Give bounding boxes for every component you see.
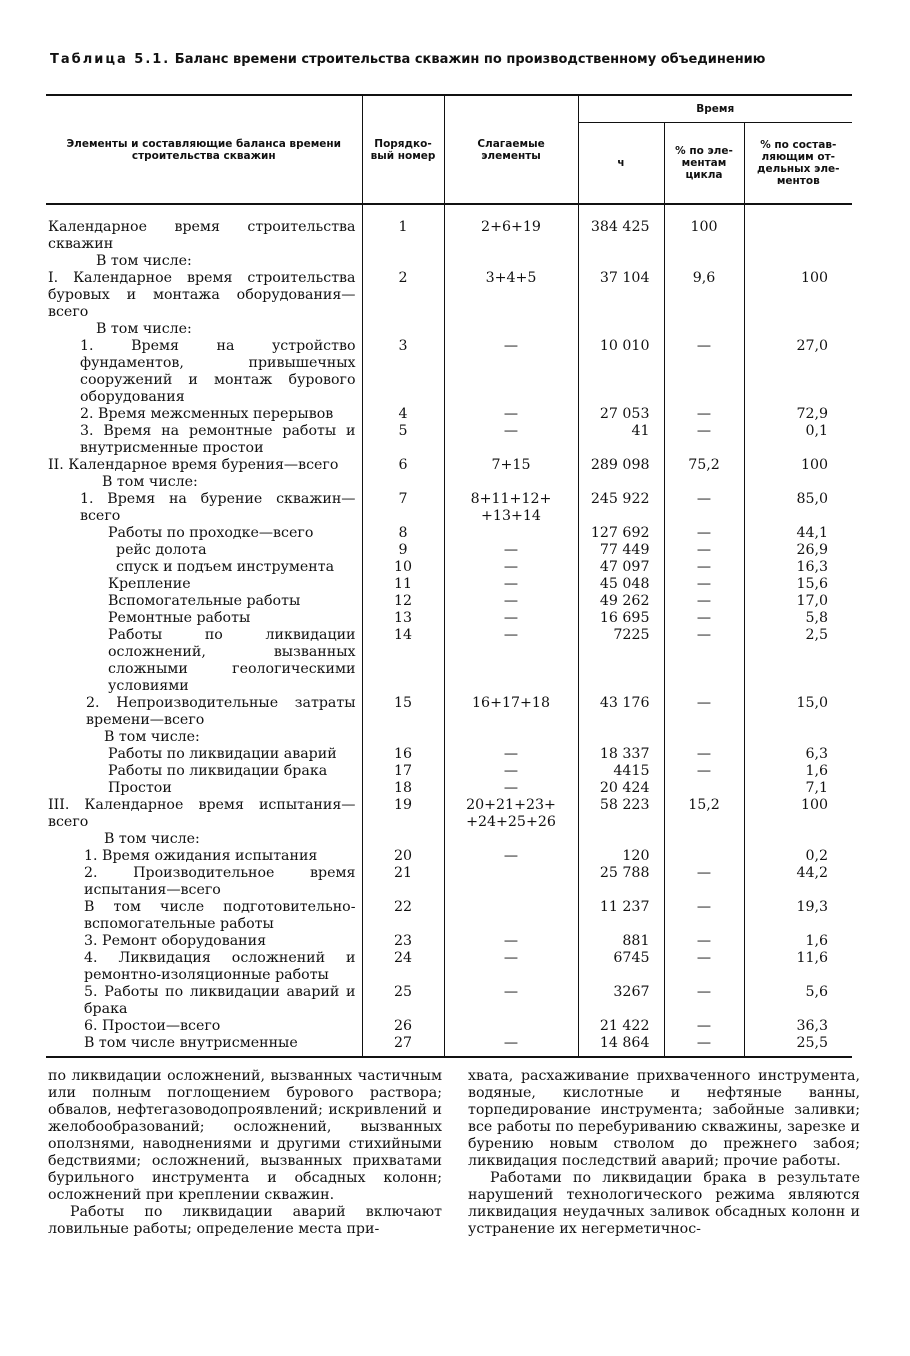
paragraph: хвата, расхаживание прихваченного инструмента, водяные, кислотные и нефтяные ванны, торпедирование инструмента; забойные заливки; все работы по перебуриванию скважины, зарезке и бурению новым стволом до прежнего забоя; ликвидация последствий аварий; прочие работы. xyxy=(468,1068,860,1169)
table-row xyxy=(46,491,852,525)
row-components: — xyxy=(444,423,578,457)
row-hours xyxy=(578,321,664,338)
row-pct-elements: 100 xyxy=(744,270,852,321)
header-components: Слагаемые элементы xyxy=(444,95,578,204)
row-number: 7 xyxy=(362,491,444,525)
row-hours: 3267 xyxy=(578,984,664,1018)
row-number: 8 xyxy=(362,525,444,542)
row-hours: 77 449 xyxy=(578,542,664,559)
row-pct-cycle: — xyxy=(664,1035,744,1057)
row-hours: 45 048 xyxy=(578,576,664,593)
row-pct-cycle: — xyxy=(664,406,744,423)
paragraph: Работами по ликвидации брака в результате нарушений технологического режима являются ликвидация неудачных заливок обсадных колонн и устранение их негерметичнос- xyxy=(468,1170,860,1237)
table-row xyxy=(46,576,852,593)
paragraph: по ликвидации осложнений, вызванных частичным или полным поглощением бурового раствора; обвалов, нефтегазоводопроявлений; искривлений и желобообразований; осложнений, вызванных оползнями, наводнениями и другими стихийными бедствиями; осложнений, вызванных прихватами бурильного инструмента и обсадных колонн; осложнений при креплении скважин. xyxy=(48,1068,442,1203)
table-row xyxy=(46,204,852,253)
row-components xyxy=(444,865,578,899)
row-components: — xyxy=(444,559,578,576)
row-components: — xyxy=(444,406,578,423)
row-pct-cycle: — xyxy=(664,525,744,542)
row-name: Работы по ликвидации аварий xyxy=(108,746,337,762)
row-hours xyxy=(578,253,664,270)
row-number: 10 xyxy=(362,559,444,576)
row-hours: 47 097 xyxy=(578,559,664,576)
row-number: 21 xyxy=(362,865,444,899)
table-row xyxy=(46,525,852,542)
row-components: 20+21+23+ +24+25+26 xyxy=(444,797,578,831)
row-name: Работы по ликвидации осложнений, вызванных сложными геологическими условиями xyxy=(108,627,356,694)
row-components: — xyxy=(444,610,578,627)
row-name: Работы по проходке—всего xyxy=(108,525,314,541)
row-hours: 10 010 xyxy=(578,338,664,406)
row-hours: 14 864 xyxy=(578,1035,664,1057)
row-name: Ремонтные работы xyxy=(108,610,251,626)
table-row xyxy=(46,899,852,933)
row-name: В том числе: xyxy=(96,253,192,269)
row-number xyxy=(362,729,444,746)
row-hours: 25 788 xyxy=(578,865,664,899)
row-pct-cycle: — xyxy=(664,423,744,457)
row-hours xyxy=(578,729,664,746)
row-pct-cycle: — xyxy=(664,899,744,933)
row-name: В том числе: xyxy=(104,831,200,847)
row-name: спуск и подъем инструмента xyxy=(116,559,335,575)
header-pct-cycle: % по эле-ментам цикла xyxy=(664,123,744,205)
row-number: 11 xyxy=(362,576,444,593)
row-name: 1. Время ожидания испытания xyxy=(84,848,318,864)
row-pct-cycle: — xyxy=(664,865,744,899)
row-name: 3. Ремонт оборудования xyxy=(84,933,267,949)
row-pct-elements: 44,2 xyxy=(744,865,852,899)
row-number: 27 xyxy=(362,1035,444,1057)
table-row xyxy=(46,457,852,474)
row-pct-elements: 17,0 xyxy=(744,593,852,610)
row-components: — xyxy=(444,338,578,406)
table-row xyxy=(46,610,852,627)
table-row xyxy=(46,321,852,338)
row-name: III. Календарное время испытания—всего xyxy=(48,797,356,830)
row-number xyxy=(362,831,444,848)
row-hours xyxy=(578,474,664,491)
row-components: — xyxy=(444,950,578,984)
row-pct-elements: 11,6 xyxy=(744,950,852,984)
row-pct-elements xyxy=(744,253,852,270)
row-hours: 58 223 xyxy=(578,797,664,831)
row-name: В том числе: xyxy=(96,321,192,337)
body-text-right-column xyxy=(468,1068,860,1238)
row-name: 4. Ликвидация осложнений и ремонтно-изоляционные работы xyxy=(84,950,356,983)
row-number xyxy=(362,253,444,270)
row-hours: 4415 xyxy=(578,763,664,780)
row-pct-cycle: — xyxy=(664,491,744,525)
row-components: — xyxy=(444,780,578,797)
row-number: 22 xyxy=(362,899,444,933)
row-name: 6. Простои—всего xyxy=(84,1018,221,1034)
row-number: 6 xyxy=(362,457,444,474)
row-components: — xyxy=(444,542,578,559)
row-number xyxy=(362,321,444,338)
row-number: 2 xyxy=(362,270,444,321)
row-hours: 289 098 xyxy=(578,457,664,474)
row-pct-cycle: — xyxy=(664,950,744,984)
row-pct-elements: 72,9 xyxy=(744,406,852,423)
row-pct-cycle: — xyxy=(664,593,744,610)
row-pct-elements: 1,6 xyxy=(744,933,852,950)
row-pct-cycle: — xyxy=(664,338,744,406)
row-name: 1. Время на бурение скважин—всего xyxy=(80,491,356,524)
row-hours: 18 337 xyxy=(578,746,664,763)
row-hours: 6745 xyxy=(578,950,664,984)
row-pct-cycle xyxy=(664,848,744,865)
row-pct-elements: 100 xyxy=(744,457,852,474)
row-components xyxy=(444,729,578,746)
row-number: 26 xyxy=(362,1018,444,1035)
row-name: В том числе подготовительно-вспомогательные работы xyxy=(84,899,356,932)
row-hours: 245 922 xyxy=(578,491,664,525)
table-row xyxy=(46,423,852,457)
table-row xyxy=(46,933,852,950)
row-pct-elements: 44,1 xyxy=(744,525,852,542)
table-row xyxy=(46,338,852,406)
row-number: 9 xyxy=(362,542,444,559)
row-pct-elements: 16,3 xyxy=(744,559,852,576)
row-pct-cycle: — xyxy=(664,559,744,576)
row-pct-elements xyxy=(744,321,852,338)
body-text-left-column xyxy=(48,1068,442,1238)
row-name: Работы по ликвидации брака xyxy=(108,763,328,779)
header-elements: Элементы и составляющие баланса времени строительства скважин xyxy=(46,95,362,204)
row-components: — xyxy=(444,576,578,593)
row-number xyxy=(362,474,444,491)
header-time: Время xyxy=(578,95,852,123)
header-number: Порядко-вый номер xyxy=(362,95,444,204)
row-number: 1 xyxy=(362,204,444,253)
header-pct-elements: % по состав-ляющим от-дельных эле-ментов xyxy=(744,123,852,205)
row-pct-cycle: — xyxy=(664,542,744,559)
row-number: 13 xyxy=(362,610,444,627)
row-components: 2+6+19 xyxy=(444,204,578,253)
row-pct-elements: 5,6 xyxy=(744,984,852,1018)
row-pct-cycle xyxy=(664,321,744,338)
row-pct-cycle: — xyxy=(664,695,744,729)
row-pct-cycle: — xyxy=(664,610,744,627)
row-number: 19 xyxy=(362,797,444,831)
row-pct-cycle: 100 xyxy=(664,204,744,253)
table-row xyxy=(46,253,852,270)
row-pct-elements: 100 xyxy=(744,797,852,831)
row-pct-elements: 1,6 xyxy=(744,763,852,780)
paragraph: Работы по ликвидации аварий включают ловильные работы; определение места при- xyxy=(48,1204,442,1237)
row-pct-elements: 7,1 xyxy=(744,780,852,797)
row-name: Крепление xyxy=(108,576,191,592)
table-row xyxy=(46,848,852,865)
row-pct-cycle: — xyxy=(664,933,744,950)
table-row xyxy=(46,984,852,1018)
row-number: 3 xyxy=(362,338,444,406)
row-hours: 43 176 xyxy=(578,695,664,729)
row-name: В том числе: xyxy=(102,474,198,490)
row-pct-cycle: 75,2 xyxy=(664,457,744,474)
row-pct-elements: 27,0 xyxy=(744,338,852,406)
table-row xyxy=(46,593,852,610)
row-hours: 21 422 xyxy=(578,1018,664,1035)
row-hours: 20 424 xyxy=(578,780,664,797)
row-pct-cycle xyxy=(664,729,744,746)
table-row xyxy=(46,270,852,321)
row-components xyxy=(444,831,578,848)
row-pct-elements: 0,1 xyxy=(744,423,852,457)
table-caption-title: Баланс времени строительства скважин по производственному объединению xyxy=(174,52,766,67)
row-name: I. Календарное время строительства буровых и монтажа оборудования—всего xyxy=(48,270,356,320)
row-hours: 11 237 xyxy=(578,899,664,933)
row-hours: 7225 xyxy=(578,627,664,695)
row-pct-elements: 15,0 xyxy=(744,695,852,729)
row-pct-cycle: — xyxy=(664,576,744,593)
row-name: 1. Время на устройство фундаментов, привышечных сооружений и монтаж бурового оборудования xyxy=(80,338,356,405)
row-components: — xyxy=(444,746,578,763)
row-components: — xyxy=(444,763,578,780)
row-number: 15 xyxy=(362,695,444,729)
row-number: 25 xyxy=(362,984,444,1018)
time-balance-table xyxy=(46,94,852,1058)
row-components: — xyxy=(444,848,578,865)
row-pct-cycle: — xyxy=(664,984,744,1018)
table-row xyxy=(46,763,852,780)
table-row xyxy=(46,627,852,695)
row-hours: 27 053 xyxy=(578,406,664,423)
row-name: В том числе: xyxy=(104,729,200,745)
row-components xyxy=(444,321,578,338)
row-components: — xyxy=(444,1035,578,1057)
row-pct-cycle: — xyxy=(664,746,744,763)
row-number: 20 xyxy=(362,848,444,865)
row-components: 3+4+5 xyxy=(444,270,578,321)
table-row xyxy=(46,559,852,576)
row-components xyxy=(444,899,578,933)
row-number: 17 xyxy=(362,763,444,780)
row-pct-elements: 2,5 xyxy=(744,627,852,695)
row-components xyxy=(444,1018,578,1035)
table-row xyxy=(46,406,852,423)
row-hours: 120 xyxy=(578,848,664,865)
row-number: 23 xyxy=(362,933,444,950)
row-components xyxy=(444,253,578,270)
table-caption xyxy=(50,52,850,68)
row-name: Простои xyxy=(108,780,172,796)
row-name: В том числе внутрисменные xyxy=(46,1035,362,1057)
table-row xyxy=(46,746,852,763)
row-components: — xyxy=(444,933,578,950)
row-hours: 384 425 xyxy=(578,204,664,253)
row-hours: 37 104 xyxy=(578,270,664,321)
table-row xyxy=(46,780,852,797)
table-caption-label: Таблица 5.1. xyxy=(50,52,171,67)
table-row xyxy=(46,729,852,746)
row-pct-elements: 6,3 xyxy=(744,746,852,763)
row-hours: 49 262 xyxy=(578,593,664,610)
row-pct-cycle: — xyxy=(664,1018,744,1035)
row-pct-elements: 0,2 xyxy=(744,848,852,865)
row-pct-cycle xyxy=(664,831,744,848)
row-pct-elements: 15,6 xyxy=(744,576,852,593)
row-pct-cycle: 9,6 xyxy=(664,270,744,321)
table-row xyxy=(46,474,852,491)
table-row xyxy=(46,695,852,729)
row-hours: 41 xyxy=(578,423,664,457)
row-pct-elements: 85,0 xyxy=(744,491,852,525)
row-number: 5 xyxy=(362,423,444,457)
row-pct-elements: 36,3 xyxy=(744,1018,852,1035)
row-pct-elements: 25,5 xyxy=(744,1035,852,1057)
row-pct-cycle: — xyxy=(664,763,744,780)
header-hours: ч xyxy=(578,123,664,205)
table-row xyxy=(46,1018,852,1035)
table-row xyxy=(46,831,852,848)
row-hours: 127 692 xyxy=(578,525,664,542)
table-body xyxy=(46,204,852,1057)
row-components: 8+11+12+ +13+14 xyxy=(444,491,578,525)
row-components xyxy=(444,474,578,491)
row-pct-elements: 19,3 xyxy=(744,899,852,933)
row-pct-elements xyxy=(744,831,852,848)
row-pct-cycle xyxy=(664,780,744,797)
row-pct-elements: 5,8 xyxy=(744,610,852,627)
table-row xyxy=(46,865,852,899)
row-components: 16+17+18 xyxy=(444,695,578,729)
row-name: 5. Работы по ликвидации аварий и брака xyxy=(84,984,356,1017)
row-name: Вспомогательные работы xyxy=(108,593,301,609)
row-pct-elements: 26,9 xyxy=(744,542,852,559)
row-pct-elements xyxy=(744,204,852,253)
row-pct-elements xyxy=(744,474,852,491)
row-number: 4 xyxy=(362,406,444,423)
row-pct-cycle: 15,2 xyxy=(664,797,744,831)
row-components: — xyxy=(444,627,578,695)
row-number: 24 xyxy=(362,950,444,984)
row-name: 2. Время межсменных перерывов xyxy=(80,406,334,422)
row-components: — xyxy=(444,593,578,610)
row-hours xyxy=(578,831,664,848)
row-components: 7+15 xyxy=(444,457,578,474)
row-name: II. Календарное время бурения—всего xyxy=(48,457,339,473)
row-pct-cycle: — xyxy=(664,627,744,695)
row-pct-cycle xyxy=(664,474,744,491)
row-number: 16 xyxy=(362,746,444,763)
table-row xyxy=(46,542,852,559)
row-pct-cycle xyxy=(664,253,744,270)
row-name: Календарное время строительства скважин xyxy=(48,219,356,252)
row-number: 12 xyxy=(362,593,444,610)
row-hours: 16 695 xyxy=(578,610,664,627)
table-row xyxy=(46,1035,852,1057)
row-name: 3. Время на ремонтные работы и внутрисменные простои xyxy=(80,423,356,456)
row-number: 18 xyxy=(362,780,444,797)
row-name: 2. Производительное время испытания—всего xyxy=(84,865,356,898)
row-pct-elements xyxy=(744,729,852,746)
row-hours: 881 xyxy=(578,933,664,950)
row-components xyxy=(444,525,578,542)
row-name: рейс долота xyxy=(116,542,207,558)
table-row xyxy=(46,950,852,984)
table-row xyxy=(46,797,852,831)
row-components: — xyxy=(444,984,578,1018)
row-name: 2. Непроизводительные затраты времени—всего xyxy=(86,695,356,728)
row-number: 14 xyxy=(362,627,444,695)
